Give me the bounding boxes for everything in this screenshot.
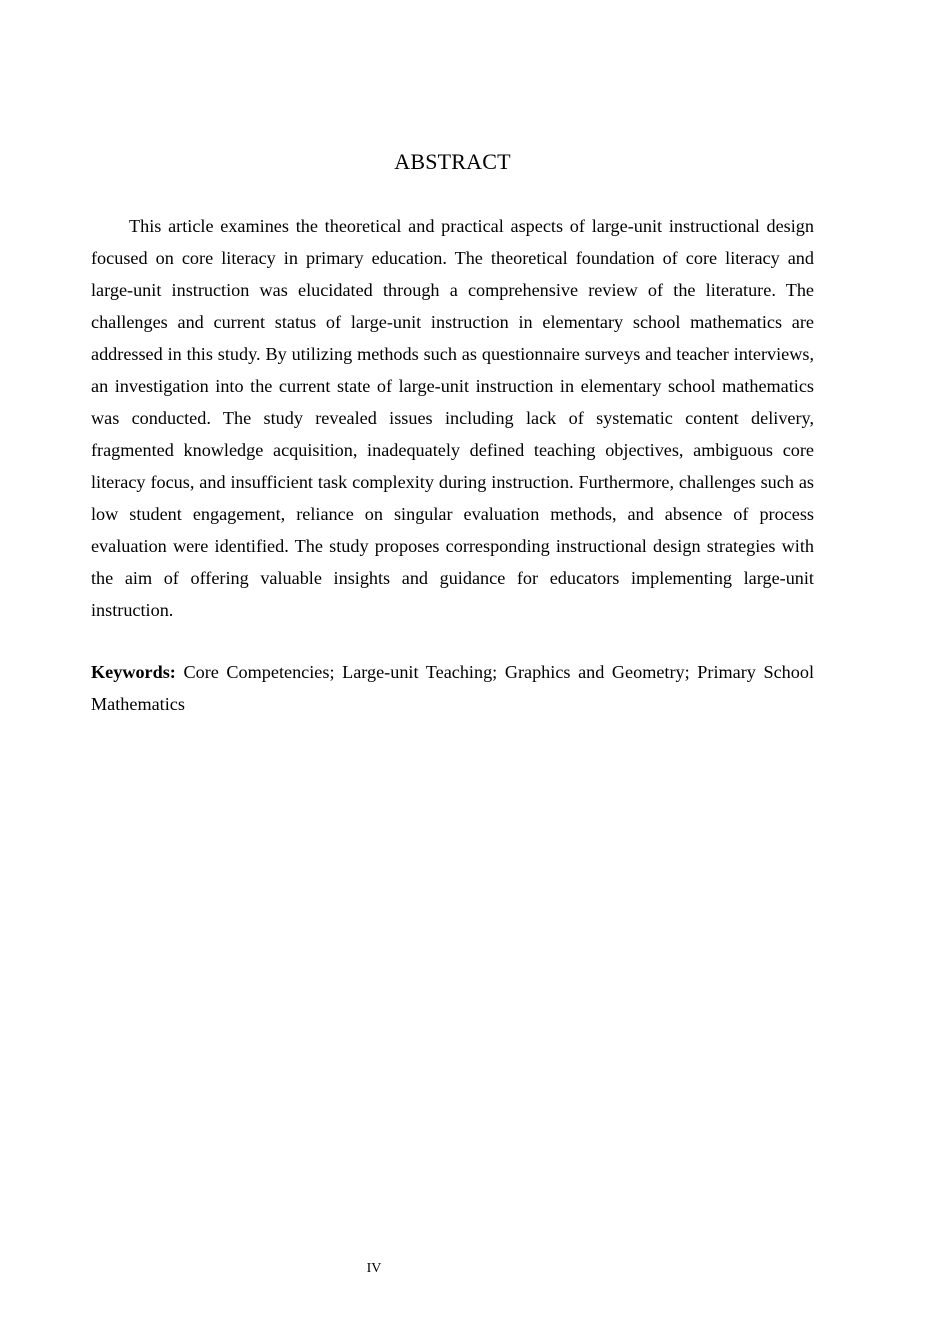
keywords-list: Core Competencies; Large-unit Teaching; Graphics and Geometry; Primary School Mathematics [91, 662, 814, 714]
keywords-label: Keywords: [91, 662, 176, 682]
page-number: IV [366, 1261, 382, 1276]
abstract-title: ABSTRACT [394, 149, 511, 174]
keywords-paragraph [91, 656, 814, 720]
abstract-body: This article examines the theoretical and practical aspects of large-unit instructional design focused on core literacy in primary education. The theoretical foundation of core literacy and large-unit instruction was elucidated through a comprehensive review of the literature. The challenges and current status of large-unit instruction in elementary school mathematics are addressed in this study. By utilizing methods such as questionnaire surveys and teacher interviews, an investigation into the current state of large-unit instruction in elementary school mathematics was conducted. The study revealed issues including lack of systematic content delivery, fragmented knowledge acquisition, inadequately defined teaching objectives, ambiguous core literacy focus, and insufficient task complexity during instruction. Furthermore, challenges such as low student engagement, reliance on singular evaluation methods, and absence of process evaluation were identified. The study proposes corresponding instructional design strategies with the aim of offering valuable insights and guidance for educators implementing large-unit instruction. [91, 216, 814, 620]
